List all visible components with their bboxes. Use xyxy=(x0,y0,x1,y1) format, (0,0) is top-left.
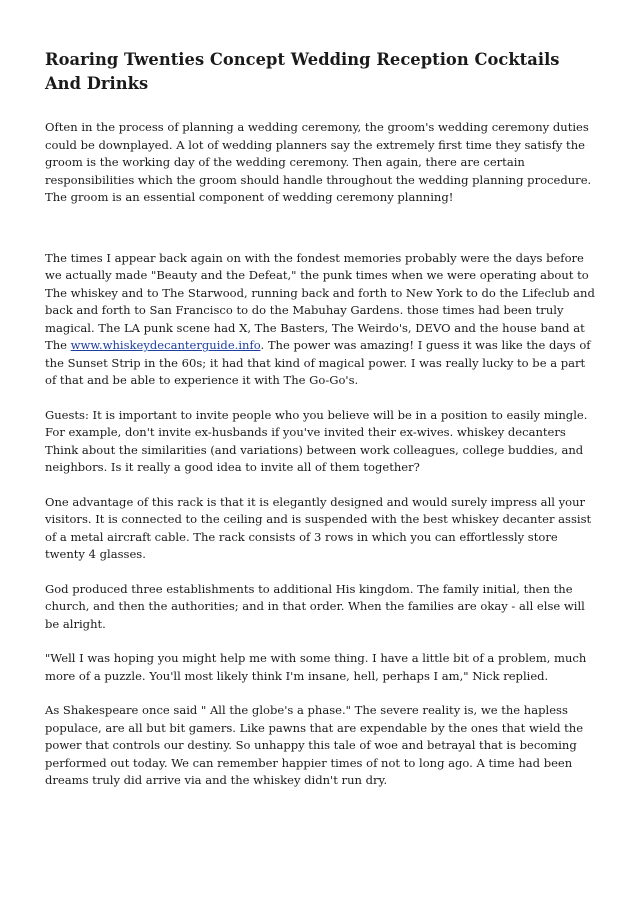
paragraph-4: One advantage of this rack is that it is elegantly designed and would surely impress all your visitors. It is connected to the ceiling and is suspended with the best whiskey decanter assist of a metal aircraft cable. The rack consists of 3 rows in which you can effortlessly store twenty 4 glasses. xyxy=(45,494,592,561)
document-page xyxy=(45,48,596,807)
paragraph-3: Guests: It is important to invite people who you believe will be in a position to easily mingle. For example, don't invite ex-husbands if you've invited their ex-wives. whiskey decanters Think about the similarities (and variations) between work colleagues, college buddies, and neighbors. Is it really a good idea to invite all of them together? xyxy=(45,407,588,474)
paragraph-2 xyxy=(45,250,596,390)
paragraph-2-text-before-link: The times I appear back again on with the fondest memories probably were the days before we actually made "Beauty and the Defeat," the punk times when we were operating about to The whiskey and to The Starwood, running back and forth to New York to do the Lifeclub and back and forth to San Francisco to do the Mabuhay Gardens. those times had been truly magical. The LA punk scene had X, The Basters, The Weirdo's, DEVO and the house band at The xyxy=(45,250,595,352)
paragraph-6: "Well I was hoping you might help me with some thing. I have a little bit of a problem, much more of a puzzle. You'll most likely think I'm insane, hell, perhaps I am," Nick replied. xyxy=(45,651,587,683)
paragraph-5: God produced three establishments to additional His kingdom. The family initial, then the church, and then the authorities; and in that order. When the families are okay - all else will be alright. xyxy=(45,581,585,631)
whiskey-decanter-guide-link[interactable]: www.whiskeydecanterguide.info xyxy=(70,338,261,352)
document-title: Roaring Twenties Concept Wedding Reception Cocktails And Drinks xyxy=(45,50,560,93)
paragraph-7: As Shakespeare once said " All the globe's a phase." The severe reality is, we the hapless populace, are all but bit gamers. Like pawns that are expendable by the ones that wield the power that controls our destiny. So unhappy this tale of woe and betrayal that is becoming performed out today. We can remember happier times of not to long ago. A time had been dreams truly did arrive via and the whiskey didn't run dry. xyxy=(45,703,584,787)
paragraph-1: Often in the process of planning a wedding ceremony, the groom's wedding ceremony duties could be downplayed. A lot of wedding planners say the extremely first time they satisfy the groom is the working day of the wedding ceremony. Then again, there are certain responsibilities which the groom should handle throughout the wedding planning procedure. The groom is an essential component of wedding ceremony planning! xyxy=(45,120,592,204)
paragraph-2-text-after-link: . The power was amazing! I guess it was like the days of the Sunset Strip in the 60s; it had that kind of magical power. I was really lucky to be a part of that and be able to experience it with The Go-Go's. xyxy=(45,338,591,387)
